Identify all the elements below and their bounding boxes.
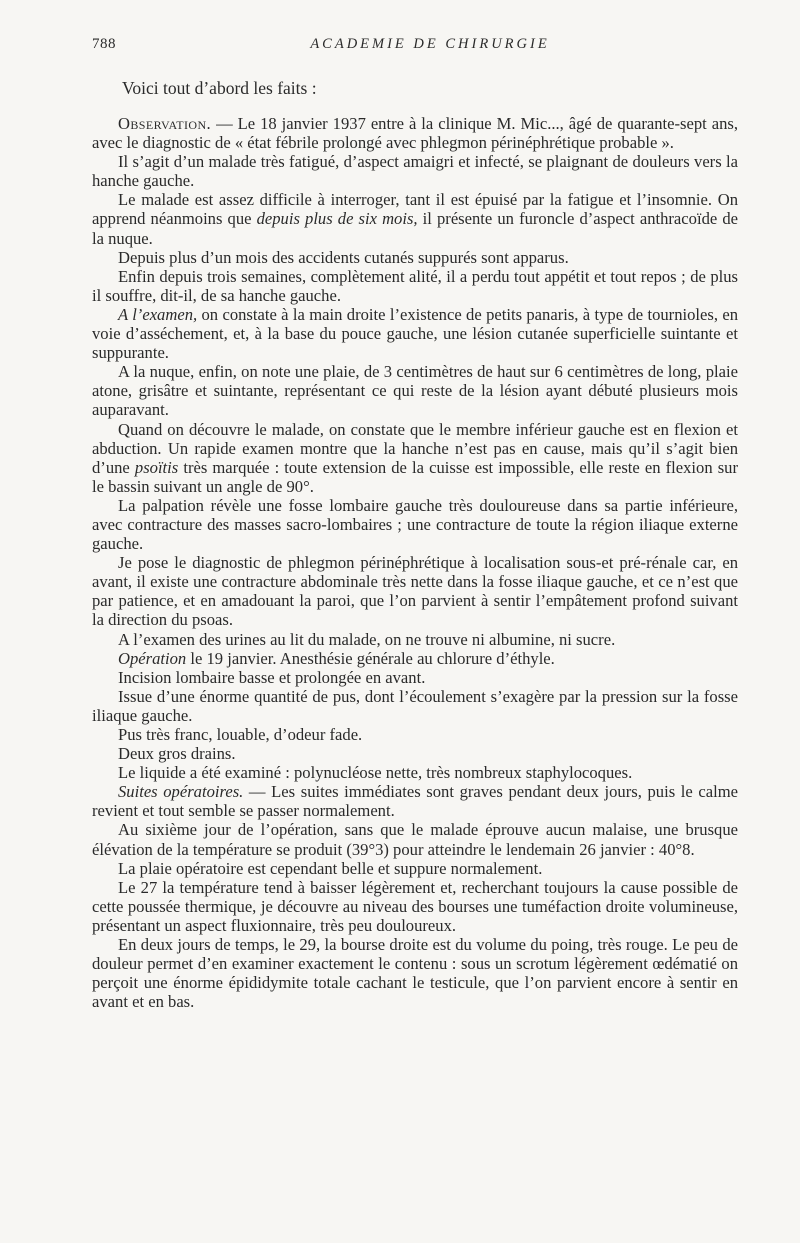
paragraph-text: Le liquide a été examiné : polynucléose nette, très nombreux staphylocoques. [118, 763, 633, 783]
paragraph-text: Incision lombaire basse et prolongée en avant. [118, 667, 426, 687]
page-number: 788 [92, 36, 116, 52]
paragraph-text-after: très marquée : toute extension de la cuisse est impossible, elle reste en flexion sur le bassin suivant un angle de 90°. [92, 457, 739, 496]
paragraph-emphasis: psoïtis [134, 457, 179, 477]
paragraph-text: Quand on découvre le malade, on constate que le membre inférieur gauche est en flexion et abduction. Un rapide examen montre que la hanche n’est pas en cause, mais qu’il s’agit bien d’une [92, 419, 738, 477]
paragraph [92, 878, 738, 935]
paragraph-lead: Observation. [118, 114, 212, 133]
paragraph-text: La plaie opératoire est cependant belle et suppure normalement. [118, 858, 543, 878]
paragraph [92, 114, 738, 152]
paragraph-text: En deux jours de temps, le 29, la bourse droite est du volume du poing, très rouge. Le peu de douleur permet d’en examiner exactement le contenu : sous un scrotum légèrement œdématié on perçoit une énorme épididymite totale cachant le testicule, que l’on parvient encore à sentir en avant et en bas. [92, 935, 738, 1012]
paragraph-lead: Suites opératoires. [118, 782, 244, 802]
paragraph [92, 305, 738, 362]
paragraph [92, 725, 738, 744]
paragraph [92, 630, 738, 649]
paragraph-text: Le 27 la température tend à baisser légèrement et, recherchant toujours la cause possible de cette poussée thermique, je découvre au niveau des bourses une tuméfaction droite volumineuse, présentant un aspect fluxionnaire, très peu douloureux. [92, 877, 738, 935]
paragraph [92, 420, 738, 496]
paragraph-text: — Le 18 janvier 1937 entre à la clinique M. Mic..., âgé de quarante-sept ans, avec le diagnostic de « état fébrile prolongé avec phlegmon périnéphrétique probable ». [92, 114, 738, 153]
paragraph-text: Pus très franc, louable, d’odeur fade. [118, 725, 363, 744]
paragraph-text: le 19 janvier. Anesthésie générale au chlorure d’éthyle. [186, 648, 555, 668]
paragraph [92, 763, 738, 782]
paragraph-text: Je pose le diagnostic de phlegmon périnéphrétique à localisation sous-et pré-rénale car, en avant, il existe une contracture abdominale très nette dans la fosse iliaque gauche, et ce n’est que par patience, et en amadouant la paroi, que l’on parvient à sentir l’empâtement profond suivant la direction du psoas. [92, 553, 738, 630]
paragraph-text: on constate à la main droite l’existence de petits panaris, à type de tournioles, en voie d’asséchement, et, à la base du pouce gauche, une lésion cutanée superficielle suintante et suppurante. [92, 304, 738, 363]
paragraph-lead: A l’examen, [118, 304, 198, 324]
body-text [92, 78, 738, 1011]
paragraph-text: Le malade est assez difficile à interroger, tant il est épuisé par la fatigue et l’insomnie. On apprend néanmoins que [92, 190, 738, 229]
paragraph-list [92, 114, 738, 1011]
paragraph-text: La palpation révèle une fosse lombaire gauche très douloureuse dans sa partie inférieure, avec contracture des masses sacro-lombaires ; une contracture de toute la région iliaque externe gauche. [92, 495, 738, 554]
paragraph [92, 152, 738, 190]
paragraph [92, 687, 738, 725]
paragraph [92, 859, 738, 878]
paragraph-text: — Les suites immédiates sont graves pendant deux jours, puis le calme revient et tout semble se passer normalement. [92, 782, 738, 821]
intro-line: Voici tout d’abord les faits : [122, 78, 317, 98]
paragraph [92, 782, 738, 820]
paragraph-text: Il s’agit d’un malade très fatigué, d’aspect amaigri et infecté, se plaignant de douleurs vers la hanche gauche. [92, 152, 738, 191]
paragraph-text: Au sixième jour de l’opération, sans que le malade éprouve aucun malaise, une brusque élévation de la température se produit (39°3) pour atteindre le lendemain 26 janvier : 40°8. [92, 820, 738, 859]
paragraph-text: A l’examen des urines au lit du malade, on ne trouve ni albumine, ni sucre. [118, 629, 616, 649]
paragraph-lead: Opération [118, 648, 187, 668]
paragraph [92, 744, 738, 763]
page-header [92, 36, 738, 60]
paragraph [92, 553, 738, 629]
paragraph [92, 649, 738, 668]
paragraph [92, 496, 738, 553]
paragraph [92, 190, 738, 247]
paragraph-text: Deux gros drains. [118, 744, 236, 764]
paragraph-text: Enfin depuis trois semaines, complètement alité, il a perdu tout appétit et tout repos ; de plus il souffre, dit-il, de sa hanche gauche. [92, 266, 738, 305]
paragraph [92, 362, 738, 419]
paragraph-text: Depuis plus d’un mois des accidents cutanés suppurés sont apparus. [118, 247, 569, 267]
paragraph-text-after: il présente un furoncle d’aspect anthracoïde de la nuque. [92, 209, 738, 248]
paragraph [92, 248, 738, 267]
paragraph-text: Issue d’une énorme quantité de pus, dont l’écoulement s’exagère par la pression sur la fosse iliaque gauche. [92, 686, 738, 725]
paragraph-text: A la nuque, enfin, on note une plaie, de 3 centimètres de haut sur 6 centimètres de long, plaie atone, grisâtre et suintante, représentant ce qui reste de la lésion ayant débuté plusieurs mois auparavant. [92, 362, 738, 420]
paragraph [92, 820, 738, 858]
paragraph [92, 668, 738, 687]
paragraph-emphasis: depuis plus de six mois, [256, 209, 418, 229]
paragraph [92, 267, 738, 305]
running-title: ACADEMIE DE CHIRURGIE [310, 36, 550, 52]
paragraph [92, 935, 738, 1011]
